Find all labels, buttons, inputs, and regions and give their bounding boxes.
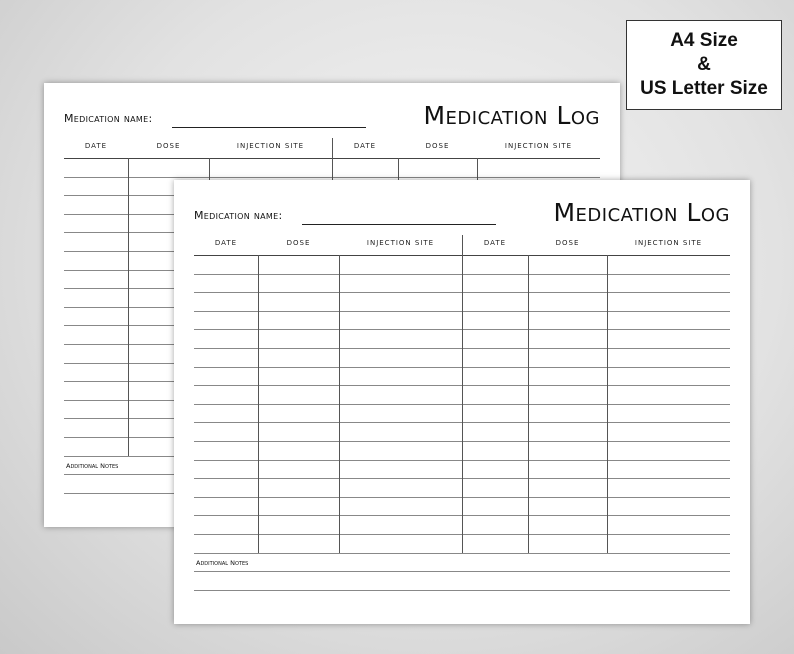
column-header-dose: DOSE — [286, 239, 311, 247]
table-row[interactable] — [194, 553, 730, 554]
badge-ampersand-text: & — [697, 54, 711, 75]
additional-notes-label: Additional Notes — [196, 559, 249, 567]
medication-name-label: Medication name: — [64, 112, 153, 125]
medication-log-sheet-front — [174, 180, 750, 624]
badge-us-letter-text: US Letter Size — [640, 78, 768, 99]
column-header-date: DATE — [353, 142, 377, 150]
sheet-title: Medication Log — [423, 101, 600, 130]
column-header-dose: DOSE — [425, 142, 450, 150]
column-divider — [528, 255, 529, 553]
column-divider — [339, 255, 340, 553]
badge-a4-text: A4 Size — [670, 30, 738, 51]
medication-name-label: Medication name: — [194, 209, 283, 222]
column-divider — [607, 255, 608, 553]
column-divider — [128, 158, 129, 456]
medication-name-line — [302, 224, 496, 225]
column-header-dose: DOSE — [555, 239, 580, 247]
size-info-badge — [626, 20, 782, 110]
sheet-title: Medication Log — [553, 198, 730, 227]
column-header-date: DATE — [214, 239, 238, 247]
column-header-date: DATE — [84, 142, 108, 150]
column-header-dose: DOSE — [156, 142, 181, 150]
medication-name-line — [172, 127, 366, 128]
column-header-injection-site: INJECTION SITE — [236, 142, 305, 150]
log-table — [194, 235, 730, 553]
column-header-injection-site: INJECTION SITE — [504, 142, 573, 150]
column-header-date: DATE — [483, 239, 507, 247]
column-divider — [462, 235, 463, 553]
column-header-injection-site: INJECTION SITE — [634, 239, 703, 247]
additional-notes-label: Additional Notes — [66, 462, 119, 470]
notes-line — [194, 571, 730, 572]
column-divider — [258, 255, 259, 553]
column-header-injection-site: INJECTION SITE — [366, 239, 435, 247]
notes-line — [194, 590, 730, 591]
